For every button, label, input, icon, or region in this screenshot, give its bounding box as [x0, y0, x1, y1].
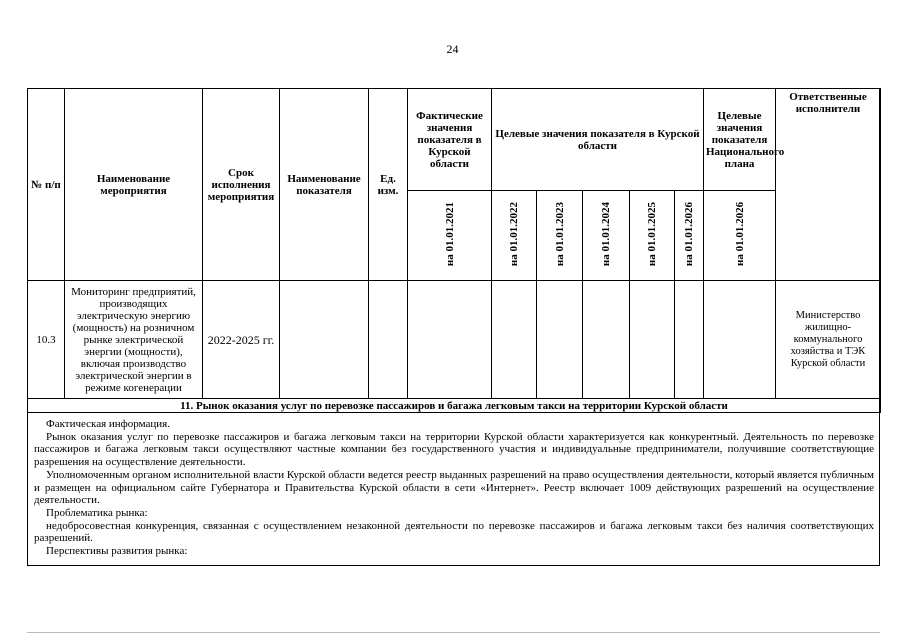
row-event-name: Мониторинг предприятий, производящих электрическую энергию (мощность) на розничном рынке электрической энергии (мощности), включая производство электрической энергии в режиме когенерации	[65, 281, 203, 399]
indicators-table	[27, 88, 881, 413]
national-date: на 01.01.2026	[733, 201, 746, 267]
date-2025: на 01.01.2025	[646, 201, 658, 267]
header-indicator-name: Наименование показателя	[280, 89, 369, 281]
paragraph-market-description: Рынок оказания услуг по перевозке пассажиров и багажа легковым такси на территории Курской области характеризуется как конкурентный. Деятельность по перевозке пассажиров и багажа легковым такси осуществляют частные компании без государственного участия и индивидуальные предприниматели, получившие соответствующие разрешения на осуществление деятельности.	[34, 430, 874, 469]
body-text	[34, 418, 874, 558]
row-value-2023	[537, 281, 583, 399]
date-2026: на 01.01.2026	[683, 201, 695, 267]
scan-bottom-edge	[27, 632, 880, 633]
date-cell-2026	[675, 191, 704, 281]
row-national-value	[704, 281, 776, 399]
row-deadline: 2022-2025 гг.	[203, 281, 280, 399]
date-2021: на 01.01.2021	[443, 201, 456, 267]
date-2024: на 01.01.2024	[600, 201, 612, 267]
header-event-name: Наименование мероприятия	[65, 89, 203, 281]
page-number: 24	[446, 42, 459, 56]
date-cell-2025	[630, 191, 675, 281]
row-value-2021	[408, 281, 492, 399]
row-value-2025	[630, 281, 675, 399]
header-target-region: Целевые значения показателя в Курской области	[492, 89, 704, 191]
national-date-cell	[704, 191, 776, 281]
row-value-2026	[675, 281, 704, 399]
section-title: 11. Рынок оказания услуг по перевозке пассажиров и багажа легковым такси на территории Курской области	[28, 399, 881, 413]
row-number: 10.3	[28, 281, 65, 399]
date-cell-2024	[583, 191, 630, 281]
header-target-national: Целевые значения показателя Национального плана	[704, 89, 776, 191]
row-responsible: Министерство жилищно-коммунального хозяйства и ТЭК Курской области	[776, 281, 881, 399]
row-value-2022	[492, 281, 537, 399]
header-deadline: Срок исполнения мероприятия	[203, 89, 280, 281]
date-cell-2021	[408, 191, 492, 281]
date-cell-2022	[492, 191, 537, 281]
header-unit: Ед. изм.	[369, 89, 408, 281]
row-unit-empty	[369, 281, 408, 399]
row-indicator-empty	[280, 281, 369, 399]
paragraph-registry: Уполномоченным органом исполнительной власти Курской области ведется реестр выданных разрешений на право осуществления деятельности, который является публичным и размещен на официальном сайте Губернатора и Правительства Курской области в сети «Интернет». Реестр включает 1009 действующих разрешений на осуществление деятельности.	[34, 468, 874, 507]
date-2023: на 01.01.2023	[553, 201, 566, 267]
paragraph-prospects-heading: Перспективы развития рынка:	[46, 545, 188, 558]
date-2022: на 01.01.2022	[508, 201, 520, 267]
header-number: № п/п	[28, 89, 65, 281]
header-actual-values: Фактические значения показателя в Курской области	[408, 89, 492, 191]
paragraph-facts-heading: Фактическая информация.	[46, 418, 170, 430]
date-cell-2023	[537, 191, 583, 281]
paragraph-problems-heading: Проблематика рынка:	[46, 506, 148, 519]
row-value-2024	[583, 281, 630, 399]
header-responsible: Ответственные исполнители	[776, 89, 881, 281]
paragraph-problems: недобросовестная конкуренция, связанная с осуществлением незаконной деятельности по перевозке пассажиров и багажа легковым такси без наличия соответствующих разрешений.	[34, 519, 874, 545]
